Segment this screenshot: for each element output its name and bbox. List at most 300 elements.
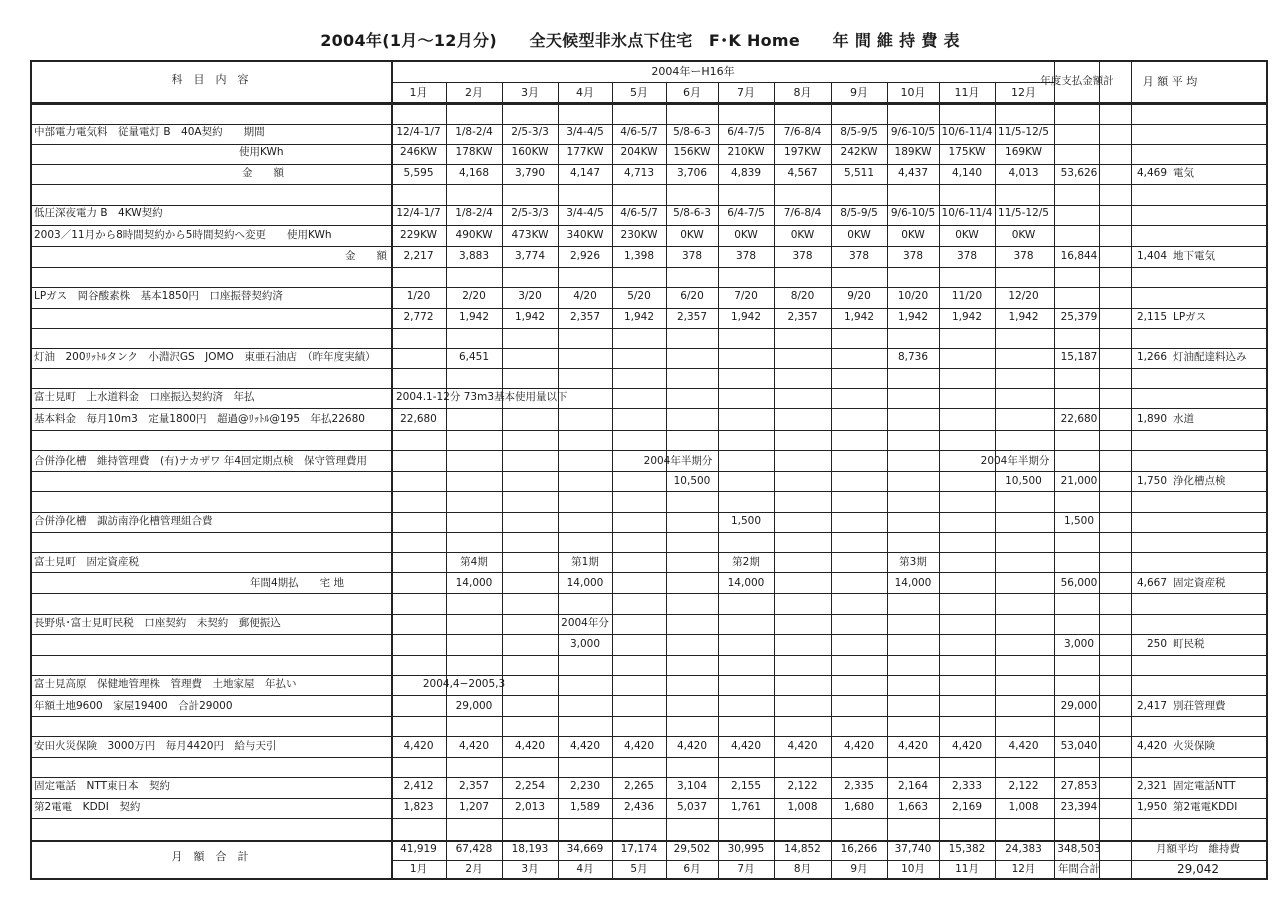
month-cell: 7/6-8/4 bbox=[783, 126, 822, 138]
month-cell: 10,500 bbox=[673, 475, 711, 487]
month-cell: 2,265 bbox=[623, 780, 655, 792]
month-cell: 189KW bbox=[894, 146, 932, 158]
month-cell: 473KW bbox=[511, 229, 549, 241]
month-cell: 5/8-6-3 bbox=[673, 207, 711, 219]
footer-month: 2月 bbox=[465, 863, 483, 875]
month-cell: 5,595 bbox=[403, 167, 434, 179]
header-month: 11月 bbox=[954, 86, 980, 99]
month-cell: 4,147 bbox=[569, 167, 601, 179]
month-cell: 2,926 bbox=[569, 250, 601, 262]
row-label: 2003／11月から8時間契約から5時間契約へ変更 使用KWh bbox=[34, 229, 332, 241]
month-cell: 14,000 bbox=[455, 577, 493, 589]
month-cell: 2,357 bbox=[458, 780, 490, 792]
month-cell: 5,511 bbox=[843, 167, 875, 179]
row-note: 2004年半期分 bbox=[980, 455, 1050, 467]
month-cell: 230KW bbox=[620, 229, 658, 241]
row-divider bbox=[30, 246, 1268, 247]
row-divider bbox=[30, 430, 1268, 431]
month-cell: 0KW bbox=[734, 229, 758, 241]
month-cell: 0KW bbox=[680, 229, 704, 241]
page-title: 2004年(1月～12月分) 全天候型非氷点下住宅 F･K Home 年 間 維 持 費 表 bbox=[320, 31, 960, 50]
row-divider bbox=[30, 777, 1268, 778]
header-month: 3月 bbox=[521, 86, 539, 99]
month-cell: 第1期 bbox=[571, 556, 599, 568]
row-divider bbox=[30, 368, 1268, 369]
month-cell: 2,217 bbox=[403, 250, 434, 262]
footer-top-border bbox=[30, 840, 1268, 842]
footer-month: 5月 bbox=[630, 863, 648, 875]
month-cell: 4,420 bbox=[569, 740, 601, 752]
month-cell: 4,420 bbox=[403, 740, 434, 752]
footer-month-total: 41,919 bbox=[400, 843, 437, 855]
annual-total-cell: 53,040 bbox=[1060, 740, 1098, 752]
row-divider bbox=[30, 757, 1268, 758]
month-cell: 4,567 bbox=[787, 167, 818, 179]
month-cell: 3/4-4/5 bbox=[566, 207, 604, 219]
header-month: 9月 bbox=[850, 86, 868, 99]
row-divider bbox=[30, 695, 1268, 696]
month-cell: 14,000 bbox=[894, 577, 932, 589]
footer-month-total: 17,174 bbox=[620, 843, 658, 855]
month-cell: 12/4-1/7 bbox=[396, 126, 441, 138]
month-cell: 9/20 bbox=[847, 290, 871, 302]
month-column-divider bbox=[774, 82, 775, 880]
footer-grand-label: 年間合計 bbox=[1058, 863, 1100, 875]
month-cell: 6,451 bbox=[458, 351, 490, 363]
month-cell: 14,000 bbox=[727, 577, 765, 589]
month-cell: 378 bbox=[792, 250, 813, 262]
month-cell: 0KW bbox=[1011, 229, 1036, 241]
month-cell: 1,942 bbox=[623, 311, 655, 323]
month-cell: 10,500 bbox=[1005, 475, 1042, 487]
month-cell: 242KW bbox=[840, 146, 878, 158]
month-cell: 0KW bbox=[955, 229, 979, 241]
month-cell: 1,942 bbox=[951, 311, 983, 323]
month-cell: 156KW bbox=[673, 146, 711, 158]
row-divider bbox=[30, 736, 1268, 737]
monthly-avg-item: 電気 bbox=[1173, 167, 1194, 179]
month-cell: 229KW bbox=[400, 229, 437, 241]
row-divider bbox=[30, 408, 1268, 409]
month-column-divider bbox=[995, 82, 996, 880]
month-cell: 1,942 bbox=[730, 311, 762, 323]
month-cell: 4,140 bbox=[951, 167, 983, 179]
row-label: 長野県･富士見町民税 口座契約 未契約 郵便振込 bbox=[34, 617, 281, 629]
row-divider bbox=[30, 308, 1268, 309]
month-cell: 4,420 bbox=[676, 740, 708, 752]
annual-total-cell: 53,626 bbox=[1060, 167, 1098, 179]
month-cell: 2,122 bbox=[787, 780, 818, 792]
month-cell: 11/5-12/5 bbox=[998, 207, 1049, 219]
month-cell: 2,335 bbox=[843, 780, 875, 792]
month-cell: 210KW bbox=[727, 146, 765, 158]
header-monthly-avg: 月 額 平 均 bbox=[1142, 75, 1198, 88]
month-cell: 10/6-11/4 bbox=[941, 207, 993, 219]
month-cell: 175KW bbox=[948, 146, 986, 158]
header-month: 1月 bbox=[409, 86, 428, 99]
month-cell: 4/6-5/7 bbox=[620, 126, 658, 138]
month-cell: 1/8-2/4 bbox=[455, 207, 493, 219]
monthly-avg-cell: 1,890 bbox=[1136, 413, 1167, 425]
row-divider bbox=[30, 348, 1268, 349]
month-cell: 1,663 bbox=[897, 801, 929, 813]
row-divider bbox=[30, 471, 1268, 472]
footer-month-total: 14,852 bbox=[784, 843, 821, 855]
monthly-avg-cell: 4,469 bbox=[1136, 167, 1167, 179]
month-cell: 10/6-11/4 bbox=[941, 126, 993, 138]
row-label: 固定電話 NTT東日本 契約 bbox=[34, 780, 170, 792]
header-month: 6月 bbox=[683, 86, 701, 99]
annual-total-cell: 25,379 bbox=[1060, 311, 1098, 323]
header-month: 10月 bbox=[900, 86, 926, 99]
month-cell: 4,839 bbox=[730, 167, 762, 179]
month-column-divider bbox=[446, 82, 447, 880]
row-divider bbox=[30, 164, 1268, 165]
footer-month-total: 15,382 bbox=[948, 843, 986, 855]
month-cell: 1/8-2/4 bbox=[455, 126, 493, 138]
month-cell: 1,942 bbox=[897, 311, 929, 323]
month-cell: 9/6-10/5 bbox=[890, 126, 936, 138]
month-cell: 7/20 bbox=[734, 290, 758, 302]
row-label: 富士見町 固定資産税 bbox=[34, 556, 139, 568]
annual-total-cell: 23,394 bbox=[1060, 801, 1098, 813]
month-cell: 4,420 bbox=[787, 740, 818, 752]
row-label: 金 額 bbox=[242, 167, 284, 179]
month-cell: 1,942 bbox=[1008, 311, 1039, 323]
month-cell: 1,398 bbox=[623, 250, 655, 262]
header-month: 7月 bbox=[737, 86, 755, 99]
month-cell: 3,883 bbox=[458, 250, 490, 262]
footer-month-total: 30,995 bbox=[727, 843, 765, 855]
monthly-avg-item: 地下電気 bbox=[1173, 250, 1215, 262]
month-column-divider bbox=[666, 82, 667, 880]
row-label: 年間4期払 宅 地 bbox=[250, 577, 345, 589]
header-annual-total: 年度支払金額計 bbox=[1040, 75, 1114, 87]
month-cell: 3,774 bbox=[514, 250, 546, 262]
annual-total-cell: 16,844 bbox=[1060, 250, 1098, 262]
month-cell: 7/6-8/4 bbox=[783, 207, 822, 219]
monthly-avg-cell: 1,750 bbox=[1136, 475, 1167, 487]
row-divider bbox=[30, 634, 1268, 635]
month-column-divider bbox=[718, 82, 719, 880]
month-cell: 378 bbox=[956, 250, 978, 262]
row-label: LPガス 岡谷酸素株 基本1850円 口座振替契約済 bbox=[34, 290, 283, 302]
month-cell: 12/20 bbox=[1008, 290, 1039, 302]
month-cell: 2/20 bbox=[462, 290, 486, 302]
month-cell: 第2期 bbox=[732, 556, 760, 568]
row-divider bbox=[30, 716, 1268, 717]
footer-month: 7月 bbox=[737, 863, 755, 875]
month-cell: 6/4-7/5 bbox=[727, 126, 765, 138]
row-divider bbox=[30, 225, 1268, 226]
month-cell: 11/20 bbox=[951, 290, 983, 302]
month-cell: 197KW bbox=[784, 146, 821, 158]
month-cell: 1,589 bbox=[569, 801, 601, 813]
month-cell: 378 bbox=[681, 250, 703, 262]
month-cell: 490KW bbox=[455, 229, 493, 241]
month-column-divider bbox=[887, 82, 888, 880]
month-cell: 第3期 bbox=[899, 556, 927, 568]
row-divider bbox=[30, 655, 1268, 656]
header-period: 2004年ーH16年 bbox=[651, 65, 735, 78]
month-cell: 3,706 bbox=[676, 167, 708, 179]
table-border-top bbox=[30, 60, 1268, 62]
row-label: 合併浄化槽 諏訪南浄化槽管理組合費 bbox=[34, 515, 213, 527]
month-cell: 22,680 bbox=[400, 413, 437, 425]
month-cell: 2,436 bbox=[623, 801, 655, 813]
row-divider bbox=[30, 104, 1268, 105]
footer-month: 11月 bbox=[955, 863, 979, 875]
monthly-avg-item: 固定資産税 bbox=[1173, 577, 1226, 589]
month-cell: 204KW bbox=[620, 146, 658, 158]
month-cell: 2,357 bbox=[787, 311, 818, 323]
footer-month: 3月 bbox=[521, 863, 539, 875]
footer-month: 4月 bbox=[576, 863, 594, 875]
monthly-avg-cell: 2,417 bbox=[1136, 700, 1167, 712]
row-divider bbox=[30, 450, 1268, 451]
month-cell: 4,420 bbox=[843, 740, 875, 752]
month-cell: 8/5-9/5 bbox=[840, 207, 878, 219]
month-cell: 4,420 bbox=[1008, 740, 1039, 752]
month-cell: 2,772 bbox=[403, 311, 434, 323]
month-cell: 11/5-12/5 bbox=[998, 126, 1049, 138]
month-cell: 177KW bbox=[566, 146, 604, 158]
month-cell: 169KW bbox=[1005, 146, 1042, 158]
footer-month-total: 67,428 bbox=[455, 843, 493, 855]
monthly-avg-item: 固定電話NTT bbox=[1173, 780, 1236, 792]
footer-divider bbox=[391, 860, 1268, 861]
month-cell: 4,420 bbox=[623, 740, 655, 752]
month-cell: 0KW bbox=[847, 229, 871, 241]
header-month: 5月 bbox=[630, 86, 648, 99]
footer-month: 6月 bbox=[683, 863, 701, 875]
monthly-avg-item: 第2電電KDDI bbox=[1173, 801, 1238, 813]
month-cell: 2,254 bbox=[514, 780, 546, 792]
month-cell: 378 bbox=[902, 250, 924, 262]
monthly-avg-item: 町民税 bbox=[1173, 638, 1205, 650]
row-label: 富士見高原 保健地管理株 管理費 土地家屋 年払い bbox=[34, 678, 297, 690]
month-cell: 2/5-3/3 bbox=[511, 207, 549, 219]
footer-month-total: 16,266 bbox=[840, 843, 878, 855]
annual-total-cell: 22,680 bbox=[1060, 413, 1098, 425]
month-cell: 2,169 bbox=[951, 801, 983, 813]
footer-month: 12月 bbox=[1011, 863, 1036, 875]
footer-month-total: 18,193 bbox=[511, 843, 549, 855]
month-cell: 4,420 bbox=[897, 740, 929, 752]
monthly-avg-item: 火災保険 bbox=[1173, 740, 1215, 752]
month-cell: 4/6-5/7 bbox=[620, 207, 658, 219]
month-cell: 4,420 bbox=[514, 740, 546, 752]
month-cell: 8,736 bbox=[897, 351, 929, 363]
monthly-avg-item: 灯油配達料込み bbox=[1173, 351, 1247, 363]
annual-total-cell: 3,000 bbox=[1063, 638, 1095, 650]
row-divider bbox=[30, 614, 1268, 615]
month-cell: 4,013 bbox=[1008, 167, 1039, 179]
header-month: 2月 bbox=[465, 86, 483, 99]
row-divider bbox=[30, 572, 1268, 573]
month-cell: 1,500 bbox=[730, 515, 762, 527]
month-cell: 2,357 bbox=[676, 311, 708, 323]
row-label: 基本料金 毎月10m3 定量1800円 超過@ﾘｯﾄﾙ@195 年払22680 bbox=[34, 413, 365, 425]
month-column-divider bbox=[831, 82, 832, 880]
month-cell: 2,155 bbox=[730, 780, 762, 792]
month-cell: 378 bbox=[1013, 250, 1034, 262]
row-divider bbox=[30, 818, 1268, 819]
row-label: 灯油 200ﾘｯﾄﾙタンク 小淵沢GS JOMO 東亜石油店 （昨年度実績） bbox=[34, 351, 376, 363]
row-note: 2004年半期分 bbox=[643, 455, 713, 467]
footer-grand-total: 348,503 bbox=[1057, 843, 1101, 855]
header-month: 12月 bbox=[1011, 86, 1036, 99]
month-column-divider bbox=[502, 82, 503, 880]
month-cell: 378 bbox=[848, 250, 870, 262]
month-cell: 3,790 bbox=[514, 167, 546, 179]
monthly-avg-cell: 2,321 bbox=[1136, 780, 1167, 792]
month-cell: 2,333 bbox=[951, 780, 983, 792]
footer-label: 月 額 合 計 bbox=[171, 850, 249, 863]
month-cell: 8/20 bbox=[790, 290, 815, 302]
month-cell: 4/20 bbox=[573, 290, 597, 302]
monthly-avg-item: 別荘管理費 bbox=[1173, 700, 1226, 712]
footer-month: 8月 bbox=[793, 863, 812, 875]
row-divider bbox=[30, 205, 1268, 206]
month-cell: 1,942 bbox=[514, 311, 546, 323]
month-cell: 3/20 bbox=[518, 290, 542, 302]
row-divider bbox=[30, 593, 1268, 594]
row-label: 年額土地9600 家屋19400 合計29000 bbox=[34, 700, 233, 712]
row-divider bbox=[30, 798, 1268, 799]
month-cell: 8/5-9/5 bbox=[840, 126, 878, 138]
row-divider bbox=[30, 532, 1268, 533]
footer-month: 10月 bbox=[901, 863, 925, 875]
annual-total-cell: 27,853 bbox=[1060, 780, 1098, 792]
maintenance-cost-table bbox=[30, 60, 1268, 880]
row-divider bbox=[30, 512, 1268, 513]
month-cell: 1,761 bbox=[730, 801, 762, 813]
month-cell: 5/8-6-3 bbox=[673, 126, 711, 138]
monthly-avg-item: LPガス bbox=[1173, 311, 1207, 323]
monthly-avg-item: 水道 bbox=[1173, 413, 1194, 425]
annual-total-cell: 1,500 bbox=[1063, 515, 1095, 527]
month-column-divider bbox=[939, 82, 940, 880]
month-cell: 10/20 bbox=[897, 290, 929, 302]
month-cell: 1,823 bbox=[403, 801, 434, 813]
row-note: 2004年分 bbox=[561, 617, 609, 629]
month-cell: 4,437 bbox=[897, 167, 929, 179]
month-cell: 1,942 bbox=[843, 311, 875, 323]
footer-avg-value: 29,042 bbox=[1177, 862, 1219, 876]
month-column-divider bbox=[558, 82, 559, 880]
month-cell: 4,420 bbox=[458, 740, 490, 752]
annual-total-cell: 21,000 bbox=[1060, 475, 1098, 487]
header-month: 8月 bbox=[793, 86, 812, 99]
month-cell: 4,420 bbox=[730, 740, 762, 752]
footer-month-total: 24,383 bbox=[1005, 843, 1042, 855]
annual-total-cell: 29,000 bbox=[1060, 700, 1098, 712]
month-cell: 1,008 bbox=[787, 801, 818, 813]
month-cell: 1,008 bbox=[1008, 801, 1039, 813]
month-cell: 4,168 bbox=[458, 167, 490, 179]
monthly-avg-cell: 4,420 bbox=[1136, 740, 1167, 752]
monthly-avg-cell: 1,404 bbox=[1136, 250, 1167, 262]
month-cell: 1,942 bbox=[458, 311, 490, 323]
month-cell: 178KW bbox=[455, 146, 493, 158]
footer-month-total: 29,502 bbox=[673, 843, 711, 855]
row-label: 低圧深夜電力 B 4KW契約 bbox=[34, 207, 163, 219]
row-divider bbox=[30, 328, 1268, 329]
row-label: 中部電力電気料 従量電灯 B 40A契約 期間 bbox=[34, 126, 265, 138]
monthly-avg-cell: 1,266 bbox=[1136, 351, 1167, 363]
row-label: 金 額 bbox=[345, 250, 387, 262]
monthly-avg-cell: 1,950 bbox=[1136, 801, 1167, 813]
row-label: 安田火災保険 3000万円 毎月4420円 給与天引 bbox=[34, 740, 277, 752]
month-column-divider bbox=[612, 82, 613, 880]
row-divider bbox=[30, 491, 1268, 492]
table-border-bottom bbox=[30, 878, 1268, 880]
month-cell: 6/4-7/5 bbox=[727, 207, 765, 219]
month-cell: 29,000 bbox=[455, 700, 493, 712]
month-cell: 246KW bbox=[400, 146, 437, 158]
monthly-avg-cell: 2,115 bbox=[1136, 311, 1167, 323]
row-label: 合併浄化槽 維持管理費 (有)ナカザワ 年4回定期点検 保守管理費用 bbox=[34, 455, 367, 467]
header-subject: 科 目 内 容 bbox=[171, 73, 249, 86]
row-divider bbox=[30, 144, 1268, 145]
month-cell: 378 bbox=[735, 250, 757, 262]
header-divider-period bbox=[391, 82, 1054, 83]
month-cell: 3/4-4/5 bbox=[566, 126, 604, 138]
month-cell: 5/20 bbox=[627, 290, 651, 302]
month-cell: 2/5-3/3 bbox=[511, 126, 549, 138]
month-cell: 14,000 bbox=[566, 577, 604, 589]
row-divider bbox=[30, 124, 1268, 125]
row-note: 2004.1-12分 73m3基本使用量以下 bbox=[396, 391, 568, 403]
header-month: 4月 bbox=[576, 86, 594, 99]
footer-month-total: 34,669 bbox=[566, 843, 604, 855]
row-label: 富士見町 上水道料金 口座振込契約済 年払 bbox=[34, 391, 255, 403]
month-cell: 0KW bbox=[901, 229, 925, 241]
annual-total-cell: 15,187 bbox=[1060, 351, 1098, 363]
month-cell: 3,104 bbox=[676, 780, 708, 792]
month-cell: 2,122 bbox=[1008, 780, 1039, 792]
row-divider bbox=[30, 675, 1268, 676]
month-cell: 2,164 bbox=[897, 780, 929, 792]
month-cell: 1,207 bbox=[458, 801, 490, 813]
month-cell: 第4期 bbox=[460, 556, 488, 568]
month-cell: 2,357 bbox=[569, 311, 601, 323]
month-cell: 4,713 bbox=[623, 167, 655, 179]
row-label: 使用KWh bbox=[239, 146, 284, 158]
month-cell: 12/4-1/7 bbox=[396, 207, 441, 219]
footer-avg-label: 月額平均 維持費 bbox=[1156, 843, 1240, 855]
footer-month-total: 37,740 bbox=[894, 843, 932, 855]
monthly-avg-cell: 4,667 bbox=[1136, 577, 1167, 589]
month-cell: 2,412 bbox=[403, 780, 434, 792]
month-cell: 1/20 bbox=[406, 290, 431, 302]
row-note: 2004,4−2005,3 bbox=[422, 678, 506, 690]
annual-total-cell: 56,000 bbox=[1060, 577, 1098, 589]
row-divider bbox=[30, 184, 1268, 185]
month-cell: 0KW bbox=[790, 229, 815, 241]
month-cell: 340KW bbox=[566, 229, 604, 241]
month-cell: 4,420 bbox=[951, 740, 983, 752]
footer-month: 1月 bbox=[409, 863, 428, 875]
month-cell: 3,000 bbox=[569, 638, 601, 650]
month-cell: 2,013 bbox=[514, 801, 546, 813]
month-cell: 9/6-10/5 bbox=[890, 207, 936, 219]
monthly-avg-item: 浄化槽点検 bbox=[1173, 475, 1226, 487]
month-cell: 160KW bbox=[511, 146, 549, 158]
month-cell: 5,037 bbox=[676, 801, 708, 813]
month-cell: 1,680 bbox=[843, 801, 875, 813]
